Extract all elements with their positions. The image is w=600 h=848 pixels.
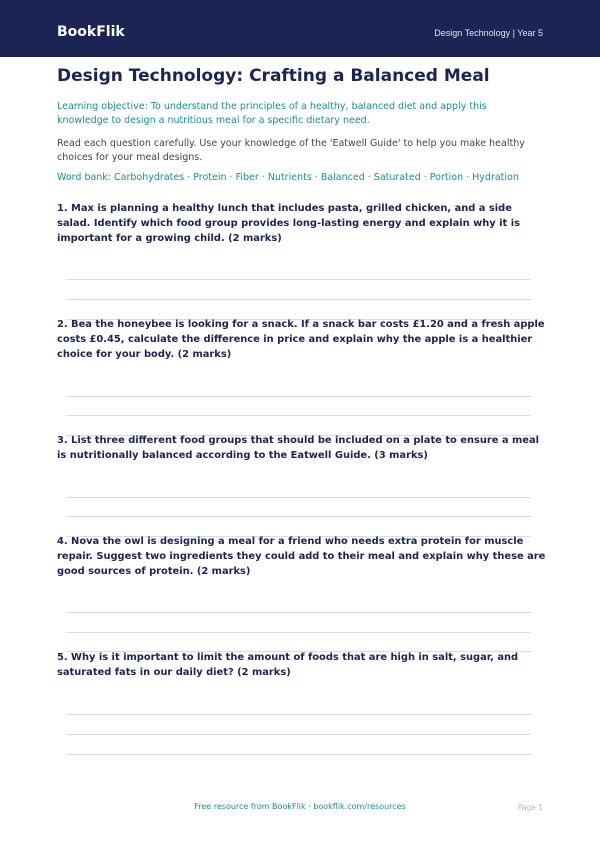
word-bank: Word bank: Carbohydrates · Protein · Fiber · Nutrients · Balanced · Saturated · Portion · Hydration <box>57 172 519 183</box>
answer-line[interactable] <box>66 497 531 498</box>
instructions: Read each question carefully. Use your knowledge of the 'Eatwell Guide' to help you make healthy choices for your meal designs. <box>57 138 525 163</box>
answer-line[interactable] <box>66 396 531 397</box>
brand-logo[interactable]: BookFlik <box>57 24 125 40</box>
answer-line[interactable] <box>66 612 531 613</box>
footer-link[interactable]: Free resource from BookFlik · bookflik.com/resources <box>194 802 406 811</box>
answer-line[interactable] <box>66 632 531 633</box>
learning-objective: Learning objective: To understand the principles of a healthy, balanced diet and apply this knowledge to design a nutritious meal for a specific dietary need. <box>57 101 487 126</box>
page-title: Design Technology: Crafting a Balanced Meal <box>57 66 490 86</box>
answer-line[interactable] <box>66 734 531 735</box>
question-3: 3. List three different food groups that should be included on a plate to ensure a meal is nutritionally balanced according to the Eatwell Guide. (3 marks) <box>57 435 540 461</box>
question-2: 2. Bea the honeybee is looking for a snack. If a snack bar costs £1.20 and a fresh apple costs £0.45, calculate the difference in price and explain why the apple is a healthier choice for your body. (2 marks) <box>57 319 545 360</box>
answer-line[interactable] <box>66 754 531 755</box>
question-4: 4. Nova the owl is designing a meal for a friend who needs extra protein for muscle repair. Suggest two ingredients they could add to their meal and explain why these are good sources of protein. (2 marks) <box>57 536 546 577</box>
answer-line[interactable] <box>66 714 531 715</box>
answer-line[interactable] <box>66 299 531 300</box>
answer-line[interactable] <box>66 516 531 517</box>
answer-line[interactable] <box>66 415 531 416</box>
question-5: 5. Why is it important to limit the amount of foods that are high in salt, sugar, and saturated fats in our daily diet? (2 marks) <box>57 652 519 678</box>
subject-label: Design Technology | Year 5 <box>434 28 543 38</box>
answer-line[interactable] <box>66 279 531 280</box>
page-number: Page 1 <box>517 803 543 812</box>
page-header <box>0 0 600 57</box>
question-1: 1. Max is planning a healthy lunch that includes pasta, grilled chicken, and a side salad. Identify which food group provides long-lasting energy and explain why it is important for a growing child. (2 marks) <box>57 203 520 244</box>
